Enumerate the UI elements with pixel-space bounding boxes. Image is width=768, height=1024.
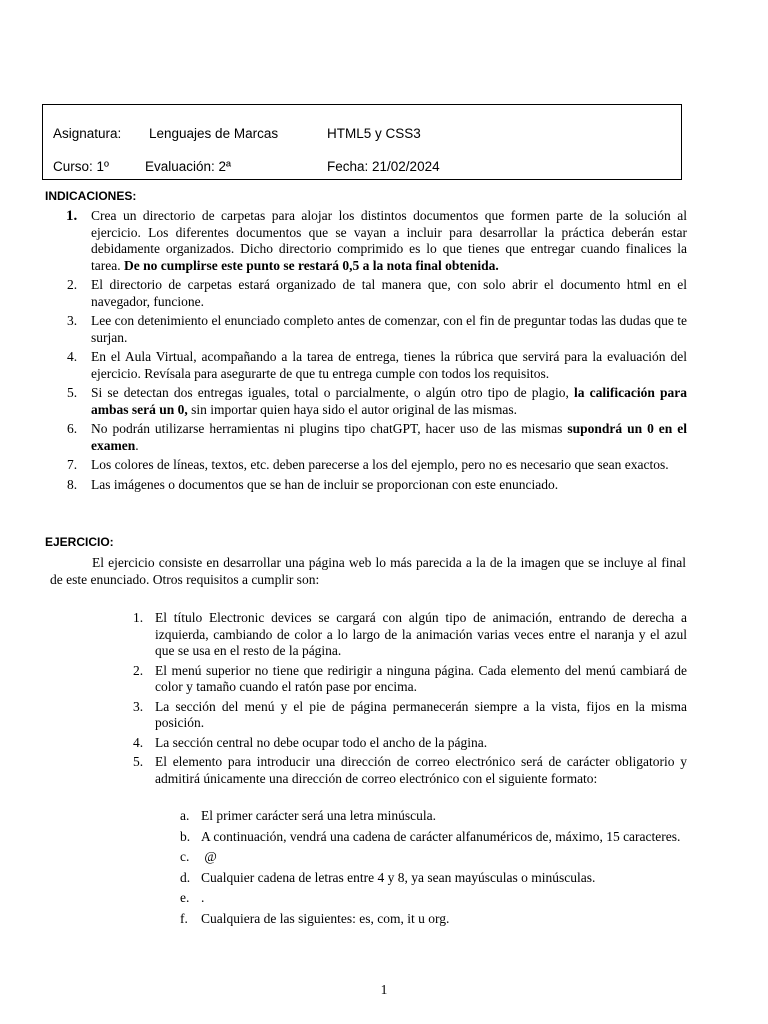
requisitos-list	[133, 610, 687, 790]
item-letter: c.	[180, 849, 190, 864]
format-item: f. Cualquiera de las siguientes: es, com, it u org.	[180, 910, 450, 926]
indicacion-item: 4. En el Aula Virtual, acompañando a la tarea de entrega, tienes la rúbrica que servirá para la evaluación del ejercicio. Revísala para asegurarte de que tu entrega cumple con todos los requisitos.	[67, 349, 687, 381]
item-number: 8.	[67, 476, 78, 492]
course-info-row-1	[43, 125, 681, 143]
item-number: 4.	[133, 734, 144, 750]
item-number: 2.	[67, 277, 78, 292]
item-number: 6.	[67, 421, 78, 436]
ejercicio-intro: El ejercicio consiste en desarrollar una página web lo más parecida a la de la imagen que se incluye al final de este enunciado. Otros requisitos a cumplir son:	[50, 555, 686, 587]
asignatura-value: Lenguajes de Marcas	[149, 126, 279, 141]
item-number: 7.	[67, 457, 78, 472]
indicacion-item: 3. Lee con detenimiento el enunciado completo antes de comenzar, con el fin de preguntar todas las dudas que te surjan.	[67, 313, 687, 345]
fecha: Fecha: 21/02/2024	[327, 159, 440, 174]
item-number: 3.	[67, 313, 78, 328]
curso: Curso: 1º	[53, 159, 109, 174]
topic: HTML5 y CSS3	[327, 126, 421, 141]
requisito-item: 5. El elemento para introducir una dirección de correo electrónico será de carácter obligatorio y admitirá únicamente una dirección de correo electrónico con el siguiente formato:	[133, 754, 687, 786]
item-number: 1.	[133, 610, 144, 625]
item-number: 1.	[66, 208, 78, 224]
indicacion-item: 1. Crea un directorio de carpetas para alojar los distintos documentos que formen parte de la solución al ejercicio. Los diferentes documentos que se vayan a incluir para desarrollar la práctica deberán estar debidamente organizados. Dicho directorio comprimido es lo que tienes que entregar cuando finalices la tarea. De no cumplirse este punto se restará 0,5 a la nota final obtenida.	[66, 208, 687, 273]
email-format-list	[180, 808, 687, 931]
format-item: b. A continuación, vendrá una cadena de carácter alfanuméricos de, máximo, 15 caracteres.	[180, 828, 681, 844]
indicaciones-title: INDICACIONES:	[45, 189, 137, 203]
indicacion-item: 7. Los colores de líneas, textos, etc. deben parecerse a los del ejemplo, pero no es necesario que sean exactos.	[67, 457, 669, 472]
format-item: c. @	[180, 849, 217, 864]
indicacion-item: 2. El directorio de carpetas estará organizado de tal manera que, con solo abrir el documento html en el navegador, funcione.	[67, 277, 687, 309]
course-info-row-2	[43, 158, 681, 176]
item-number: 5.	[67, 385, 78, 400]
item-letter: e.	[180, 890, 190, 905]
page-number: 1	[380, 982, 388, 997]
format-item: d. Cualquier cadena de letras entre 4 y 8, ya sean mayúsculas o minúsculas.	[180, 869, 596, 885]
course-info-box	[42, 104, 682, 180]
requisito-item: 4. La sección central no debe ocupar todo el ancho de la página.	[133, 734, 488, 750]
item-letter: f.	[180, 910, 188, 926]
item-letter: d.	[180, 869, 191, 885]
item-number: 2.	[133, 662, 144, 678]
asignatura-label: Asignatura:	[53, 126, 122, 141]
indicacion-item: 8. Las imágenes o documentos que se han de incluir se proporcionan con este enunciado.	[67, 476, 559, 492]
format-item: a. El primer carácter será una letra minúscula.	[180, 808, 437, 823]
requisito-item: 1. El título Electronic devices se cargará con algún tipo de animación, entrando de derecha a izquierda, cambiando de color a lo largo de la animación varias veces entre el naranja y el azul que se usa en el resto de la página.	[133, 610, 687, 658]
item-number: 4.	[67, 349, 78, 364]
requisito-item: 3. La sección del menú y el pie de página permanecerán siempre a la vista, fijos en la misma posición.	[133, 698, 687, 730]
format-item: e. .	[180, 890, 205, 905]
evaluacion: Evaluación: 2ª	[145, 159, 232, 174]
ejercicio-title: EJERCICIO:	[45, 535, 114, 549]
indicacion-item: 6. No podrán utilizarse herramientas ni plugins tipo chatGPT, hacer uso de las mismas supondrá un 0 en el examen.	[67, 421, 687, 453]
item-letter: b.	[180, 828, 191, 844]
item-letter: a.	[180, 808, 190, 823]
indicaciones-list	[66, 208, 687, 496]
indicacion-item: 5. Si se detectan dos entregas iguales, total o parcialmente, o algún otro tipo de plagio, la calificación para ambas será un 0, sin importar quien haya sido el autor original de las mismas.	[67, 385, 687, 417]
item-number: 5.	[133, 754, 144, 769]
requisito-item: 2. El menú superior no tiene que redirigir a ninguna página. Cada elemento del menú cambiará de color y tamaño cuando el ratón pase por encima.	[133, 662, 687, 694]
item-number: 3.	[133, 698, 144, 714]
